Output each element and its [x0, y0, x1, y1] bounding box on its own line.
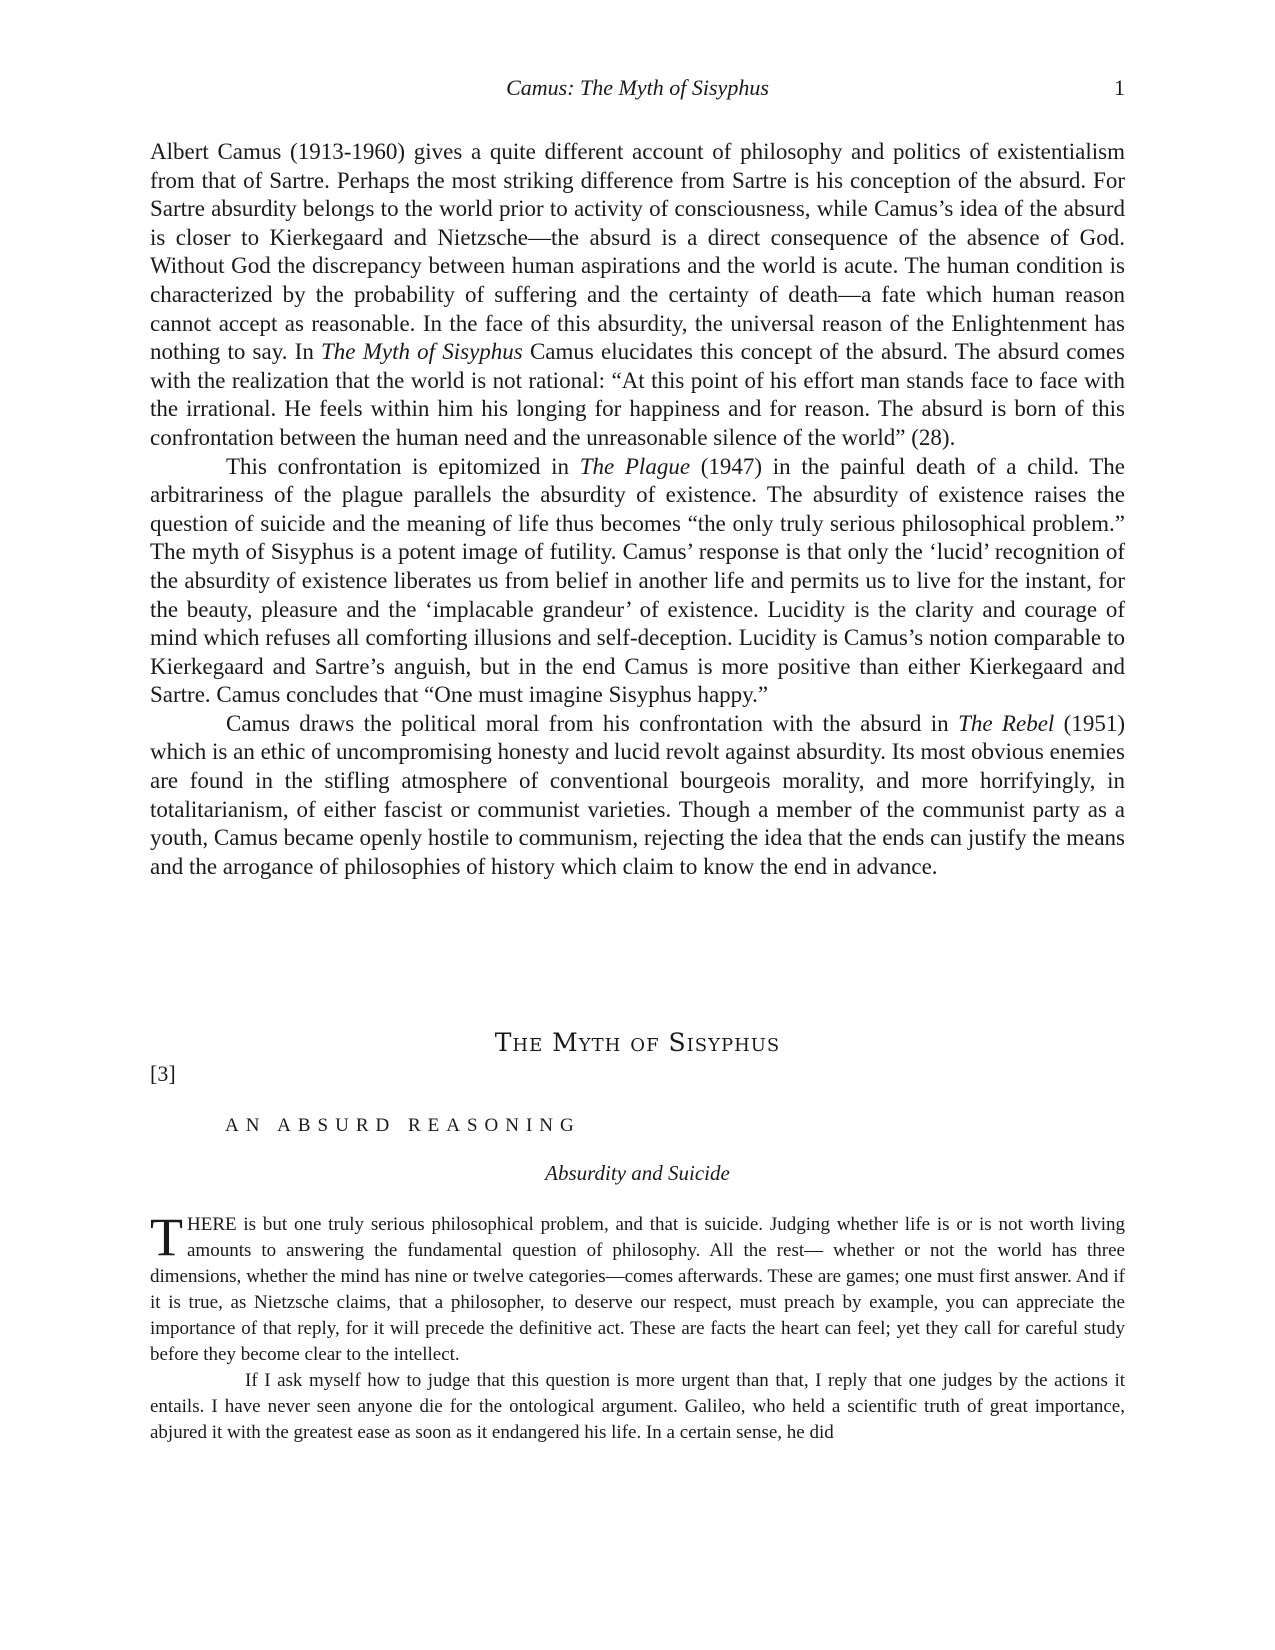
book-title-myth: The Myth of Sisyphus	[321, 339, 523, 365]
drop-cap: T	[150, 1207, 183, 1267]
essay-paragraph-1	[150, 1207, 1125, 1368]
intro-paragraph-2	[150, 453, 1125, 710]
intro-text: This confrontation is epitomized in	[226, 453, 580, 479]
book-title-rebel: The Rebel	[958, 710, 1055, 736]
running-title: Camus: The Myth of Sisyphus	[506, 75, 769, 100]
intro-paragraph-3	[150, 710, 1125, 882]
page-number: 1	[1114, 75, 1125, 100]
essay-body	[150, 1207, 1125, 1446]
chapter-heading: AN ABSURD REASONING	[225, 1115, 581, 1136]
book-title-plague: The Plague	[579, 453, 691, 479]
section-title: The Myth of Sisyphus	[494, 1028, 781, 1057]
subsection-title: Absurdity and Suicide	[545, 1161, 730, 1185]
intro-paragraph-1	[150, 138, 1125, 453]
introduction	[150, 138, 1125, 881]
intro-text: Camus draws the political moral from his confrontation with the absurd in	[226, 710, 959, 736]
intro-text: Albert Camus (1913-1960) gives a quite different account of philosophy and politics of existentialism from that of Sartre. Perhaps the most striking difference from Sartre is his conception of the absurd. For Sartre absurdity belongs to the world prior to activity of consciousness, while Camus’s idea of the absurd is closer to Kierkegaard and Nietzsche—the absurd is a direct consequence of the absence of God. Without God the discrepancy between human aspirations and the world is acute. The human condition is characterized by the probability of suffering and the certainty of death—a fate which human reason cannot accept as reasonable. In the face of this absurdity, the universal reason of the Enlightenment has nothing to say. In	[150, 139, 1125, 365]
essay-paragraph-2: If I ask myself how to judge that this question is more urgent than that, I reply that one judges by the actions it entails. I have never seen anyone die for the ontological argument. Galileo, who held a scientific truth of great importance, abjured it with the greatest ease as soon as it endangered his life. In a certain sense, he did	[150, 1370, 1125, 1443]
intro-text: Camus elucidates this concept of the absurd. The absurd comes with the realization that the world is not rational: “At this point of his effort man stands face to face with the irrational. He feels within him his longing for happiness and for reason. The absurd is born of this confrontation between the human need and the unreasonable silence of the world” (28).	[150, 339, 1125, 450]
page-reference: [3]	[150, 1061, 176, 1086]
essay-text: HERE is but one truly serious philosophical problem, and that is suicide. Judging whether life is or is not worth living amounts to answering the fundamental question of philosophy. All the rest— whether or not the world has three dimensions, whether the mind has nine or twelve categories—comes afterwards. These are games; one must first answer. And if it is true, as Nietzsche claims, that a philosopher, to deserve our respect, must preach by example, you can appreciate the importance of that reply, for it will precede the definitive act. These are facts the heart can feel; yet they call for careful study before they become clear to the intellect.	[150, 1214, 1125, 1365]
intro-text: (1947) in the painful death of a child. The arbitrariness of the plague parallels the absurdity of existence. The absurdity of existence raises the question of suicide and the meaning of life thus becomes “the only truly serious philosophical problem.” The myth of Sisyphus is a potent image of futility. Camus’ response is that only the ‘lucid’ recognition of the absurdity of existence liberates us from belief in another life and permits us to live for the instant, for the beauty, pleasure and the ‘implacable grandeur’ of existence. Lucidity is the clarity and courage of mind which refuses all comforting illusions and self-deception. Lucidity is Camus’s notion comparable to Kierkegaard and Sartre’s anguish, but in the end Camus is more positive than either Kierkegaard and Sartre. Camus concludes that “One must imagine Sisyphus happy.”	[150, 453, 1125, 708]
intro-text: (1951) which is an ethic of uncompromising honesty and lucid revolt against absurdity. Its most obvious enemies are found in the stifling atmosphere of conventional bourgeois morality, and more horrifyingly, in totalitarianism, of either fascist or communist varieties. Though a member of the communist party as a youth, Camus became openly hostile to communism, rejecting the idea that the ends can justify the means and the arrogance of philosophies of history which claim to know the end in advance.	[150, 710, 1125, 879]
